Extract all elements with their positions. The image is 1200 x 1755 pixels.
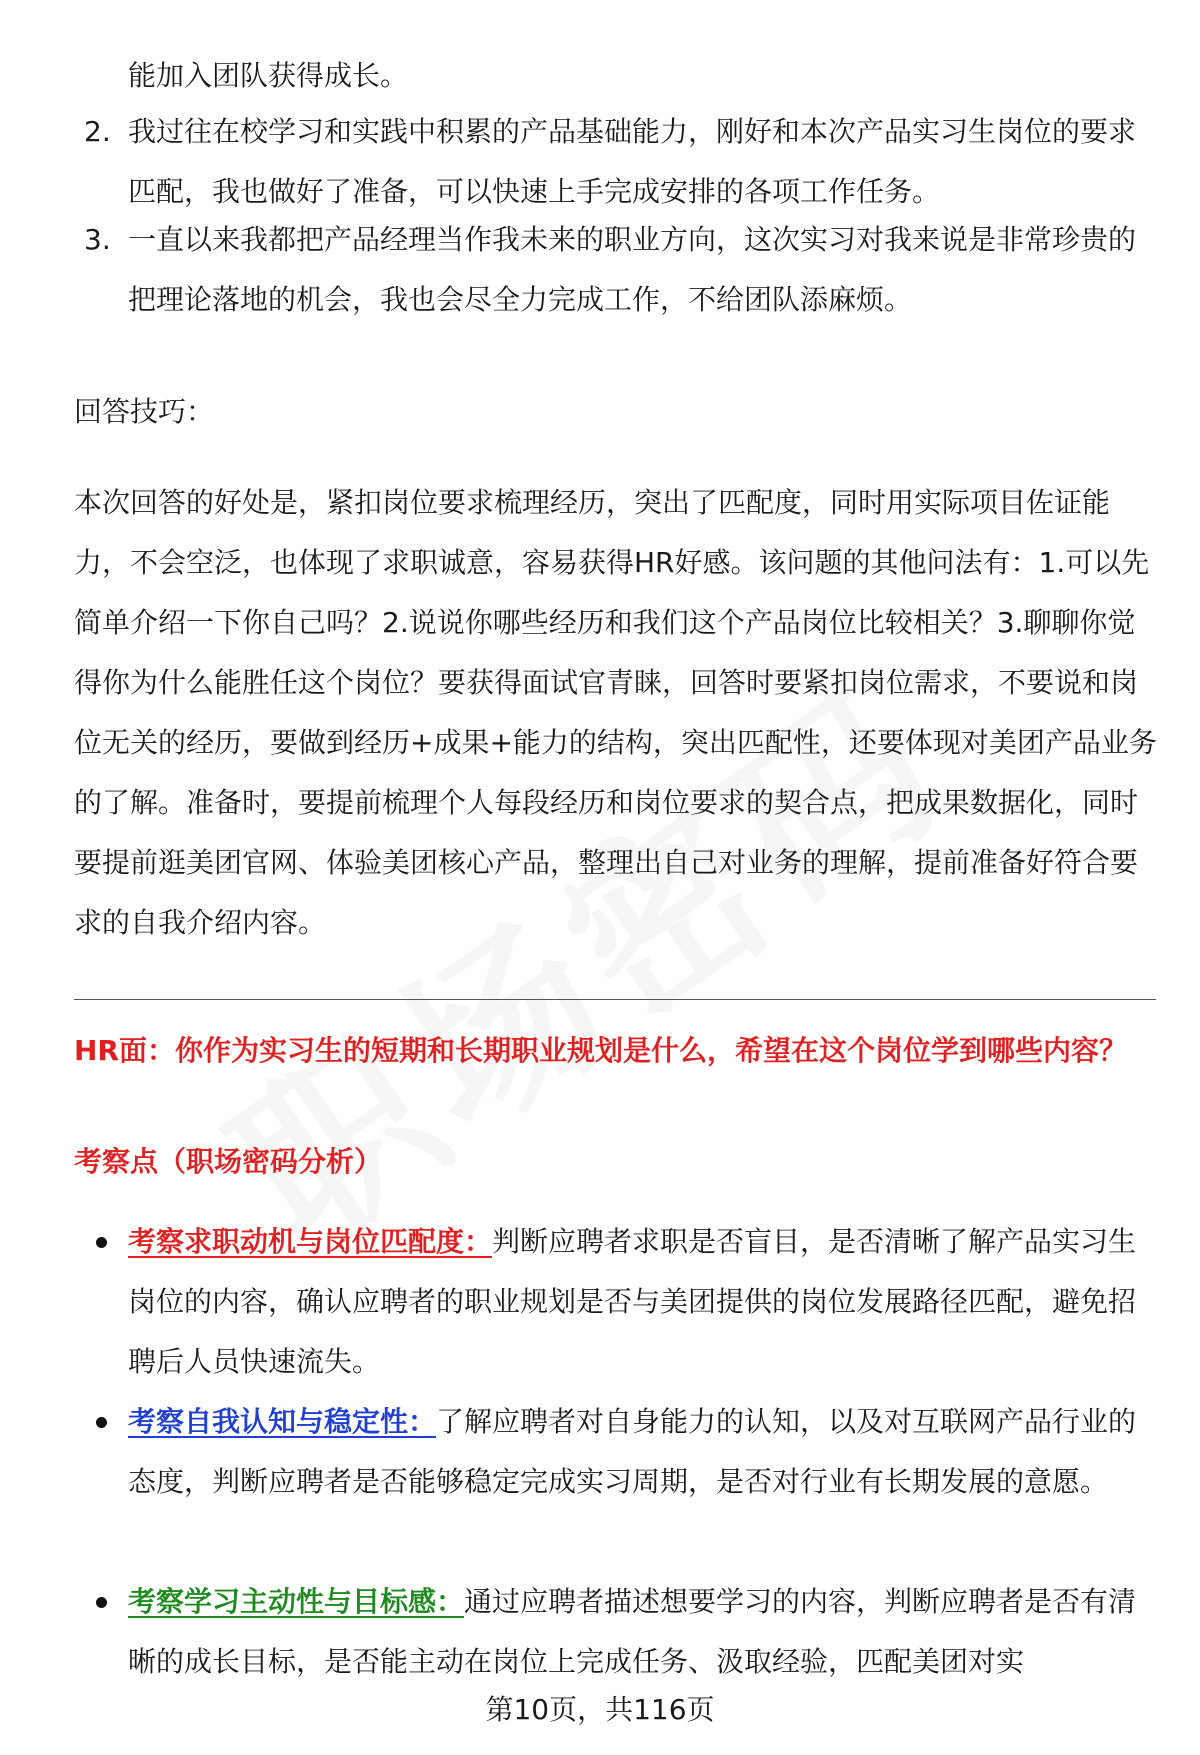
item-number: 3.	[84, 223, 111, 256]
bullet-dot	[96, 1417, 107, 1428]
hr-question-heading: HR面：你作为实习生的短期和长期职业规划是什么，希望在这个岗位学到哪些内容？	[74, 1034, 1127, 1067]
bullet-body: 了解应聘者对自身能力的认知，以及对互联网产品行业的态度，判断应聘者是否能够稳定完成实习周期，是否对行业有长期发展的意愿。	[128, 1405, 1137, 1498]
bullet-keyword: 考察求职动机与岗位匹配度：	[128, 1225, 493, 1258]
bullet-keyword: 考察自我认知与稳定性：	[128, 1405, 437, 1438]
bullet-dot	[96, 1597, 107, 1608]
bullet-body: 通过应聘者描述想要学习的内容，判断应聘者是否有清晰的成长目标，是否能主动在岗位上完成任务、汲取经验，匹配美团对实	[128, 1585, 1137, 1678]
tips-heading: 回答技巧：	[74, 395, 215, 428]
bullet-body: 判断应聘者求职是否盲目，是否清晰了解产品实习生岗位的内容，确认应聘者的职业规划是否与美团提供的岗位发展路径匹配，避免招聘后人员快速流失。	[128, 1225, 1137, 1378]
bullet-dot	[96, 1237, 107, 1248]
tips-body: 本次回答的好处是，紧扣岗位要求梳理经历，突出了匹配度，同时用实际项目佐证能力，不会空泛，也体现了求职诚意，容易获得HR好感。该问题的其他问法有：1.可以先简单介绍一下你自己吗？2.说说你哪些经历和我们这个产品岗位比较相关？3.聊聊你觉得你为什么能胜任这个岗位？要获得面试官青睐，回答时要紧扣岗位需求，不要说和岗位无关的经历，要做到经历+成果+能力的结构，突出匹配性，还要体现对美团产品业务的了解。准备时，要提前梳理个人每段经历和岗位要求的契合点，把成果数据化，同时要提前逛美团官网、体验美团核心产品，整理出自己对业务的理解，提前准备好符合要求的自我介绍内容。	[74, 486, 1157, 939]
section-divider	[74, 999, 1156, 1000]
item-number: 2.	[84, 115, 111, 148]
item-text: 我过往在校学习和实践中积累的产品基础能力，刚好和本次产品实习生岗位的要求匹配，我也做好了准备，可以快速上手完成安排的各项工作任务。	[128, 115, 1137, 208]
bullet-text	[128, 1212, 1158, 1392]
bullet-keyword: 考察学习主动性与目标感：	[128, 1585, 465, 1618]
page-number-footer: 第10页，共116页	[485, 1693, 715, 1726]
bullet-text	[128, 1572, 1158, 1692]
bullet-text	[128, 1392, 1158, 1512]
item-text: 一直以来我都把产品经理当作我未来的职业方向，这次实习对我来说是非常珍贵的把理论落地的机会，我也会尽全力完成工作，不给团队添麻烦。	[128, 223, 1137, 316]
analysis-heading: 考察点（职场密码分析）	[74, 1145, 383, 1178]
intro-continuation: 能加入团队获得成长。	[128, 59, 409, 92]
